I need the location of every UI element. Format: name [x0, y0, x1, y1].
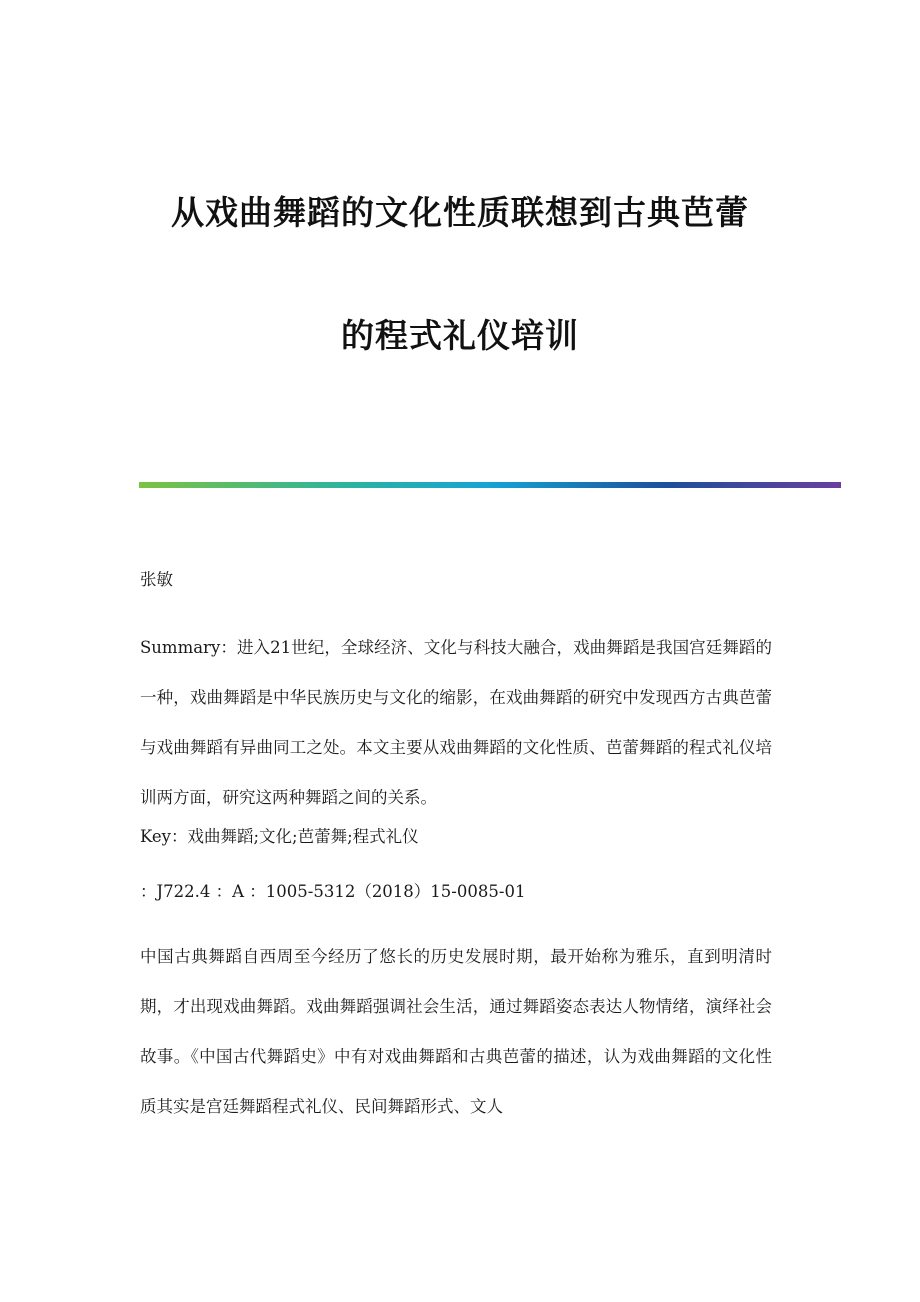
keywords-line — [140, 825, 772, 849]
summary-label: Summary： — [140, 638, 237, 657]
summary-paragraph — [140, 623, 772, 823]
title-line-1: 从戏曲舞蹈的文化性质联想到古典芭蕾 — [171, 193, 749, 232]
keywords-text: 戏曲舞蹈;文化;芭蕾舞;程式礼仪 — [187, 827, 419, 846]
summary-text: 进入21世纪，全球经济、文化与科技大融合，戏曲舞蹈是我国宫廷舞蹈的一种，戏曲舞蹈是中华民族历史与文化的缩影，在戏曲舞蹈的研究中发现西方古典芭蕾与戏曲舞蹈有异曲同工之处。本文主要从戏曲舞蹈的文化性质、芭蕾舞蹈的程式礼仪培训两方面，研究这两种舞蹈之间的关系。 — [140, 638, 772, 807]
classification-line: ：J722.4 ：A ：1005-5312（2018）15-0085-01 — [140, 882, 526, 901]
intro-paragraph: 中国古典舞蹈自西周至今经历了悠长的历史发展时期，最开始称为雅乐，直到明清时期，才出现戏曲舞蹈。戏曲舞蹈强调社会生活，通过舞蹈姿态表达人物情绪，演绎社会故事。《中国古代舞蹈史》中有对戏曲舞蹈和古典芭蕾的描述，认为戏曲舞蹈的文化性质其实是宫廷舞蹈程式礼仪、民间舞蹈形式、文人 — [140, 947, 772, 1116]
title-divider — [139, 482, 841, 488]
keywords-label: Key： — [140, 827, 188, 846]
author-name: 张敏 — [140, 570, 173, 589]
title-line-2: 的程式礼仪培训 — [341, 316, 579, 355]
